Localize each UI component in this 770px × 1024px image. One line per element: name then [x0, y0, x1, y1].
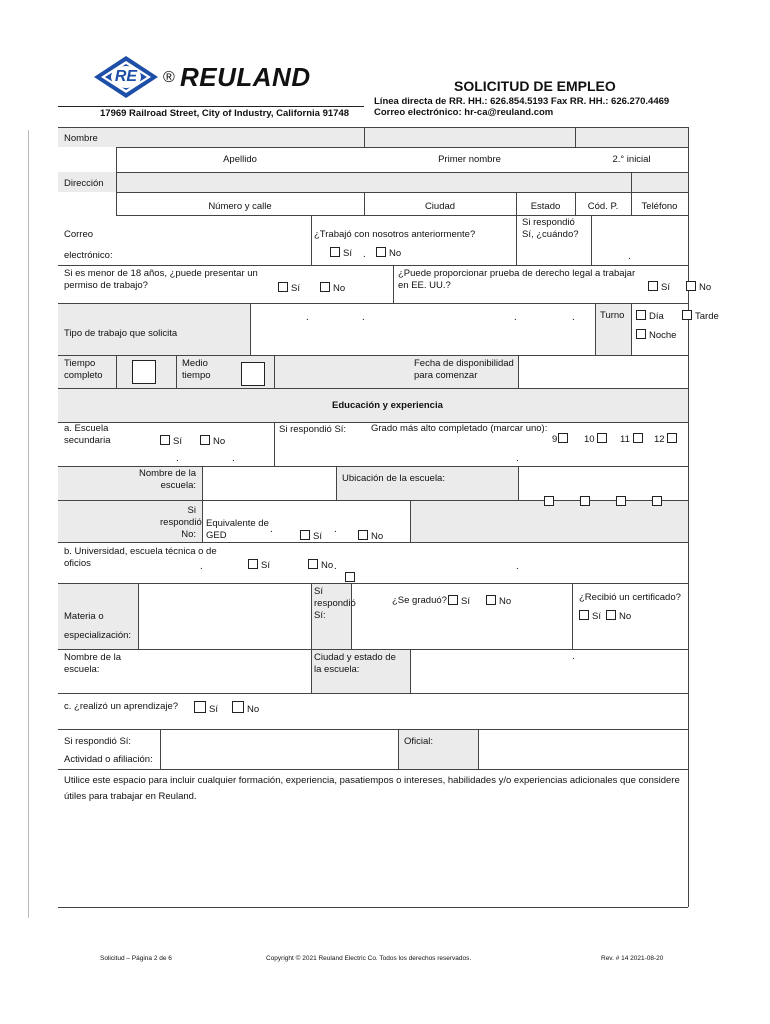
- legal-work-no[interactable]: No: [686, 281, 711, 294]
- scan-dot: .: [363, 249, 366, 260]
- footer-revision: Rev. # 14 2021-08-20: [601, 955, 664, 962]
- checkbox-icon[interactable]: [606, 610, 616, 620]
- legal-work-yes[interactable]: Sí: [648, 281, 670, 294]
- university-if-yes: Sí respondió Sí:: [314, 586, 356, 621]
- city-state-label: Ciudad y estado de la escuela:: [314, 652, 396, 675]
- checkbox-icon: [652, 496, 662, 506]
- part-time-checkbox[interactable]: [241, 362, 265, 386]
- certificate-no[interactable]: No: [606, 610, 631, 623]
- checkbox-icon[interactable]: [633, 433, 643, 443]
- university-name-label: Nombre de la escuela:: [64, 652, 122, 675]
- registered-mark: ®: [163, 69, 175, 86]
- phone-caption: Teléfono: [641, 201, 678, 212]
- street-caption: Número y calle: [208, 201, 272, 212]
- city-state-field[interactable]: [411, 650, 687, 692]
- scan-dot: .: [628, 251, 631, 262]
- scan-dot: .: [572, 651, 575, 662]
- worked-before-no[interactable]: No: [376, 247, 401, 260]
- hr-email-line: Correo electrónico: hr-ca@reuland.com: [374, 107, 554, 118]
- graduated-question: ¿Se graduó?: [392, 595, 447, 606]
- last-name-caption: Apellido: [223, 154, 257, 165]
- school-location-label: Ubicación de la escuela:: [342, 473, 445, 484]
- left-margin-line: [28, 130, 29, 918]
- school-location-field[interactable]: [519, 467, 687, 499]
- logo-letters: RE: [114, 68, 138, 85]
- address-label: Dirección: [64, 178, 104, 189]
- name-label: Nombre: [64, 133, 98, 144]
- scan-dot: .: [200, 561, 203, 572]
- trade-field[interactable]: [479, 730, 687, 768]
- grade-12[interactable]: 12: [654, 433, 680, 446]
- checkbox-icon[interactable]: [345, 572, 355, 582]
- ged-yes[interactable]: Sí: [300, 530, 322, 543]
- scan-dot: .: [516, 453, 519, 464]
- if-no-label: Si respondió No:: [160, 505, 202, 540]
- checkbox-icon[interactable]: [278, 282, 288, 292]
- apprenticeship-no[interactable]: No: [232, 701, 259, 716]
- checkbox-icon: [616, 496, 626, 506]
- company-logo: [92, 54, 160, 100]
- activity-label-1: Si respondió Sí:: [64, 736, 132, 747]
- checkbox-icon[interactable]: [358, 530, 368, 540]
- scan-dot: .: [334, 524, 337, 535]
- worked-before-yes[interactable]: Sí: [330, 247, 352, 260]
- major-label-2: especialización:: [64, 630, 132, 641]
- university-no[interactable]: No: [308, 559, 333, 572]
- grade-11[interactable]: 11: [620, 433, 646, 446]
- school-name-label: Nombre de la escuela:: [138, 468, 196, 491]
- state-caption: Estado: [530, 201, 561, 212]
- company-address: 17969 Railroad Street, City of Industry, California 91748: [100, 108, 350, 119]
- checkbox-icon[interactable]: [300, 530, 310, 540]
- street-field[interactable]: [117, 173, 630, 191]
- first-name-field[interactable]: [365, 128, 574, 146]
- checkbox-icon[interactable]: [194, 701, 206, 713]
- checkbox-icon[interactable]: [308, 559, 318, 569]
- shift-label: Turno: [600, 310, 625, 321]
- checkbox-icon[interactable]: [232, 701, 244, 713]
- activity-field[interactable]: [161, 730, 397, 768]
- grade-10[interactable]: 10: [584, 433, 610, 446]
- header-underline: [58, 106, 364, 107]
- worked-before-when-label: Si respondió Sí, ¿cuándo?: [522, 217, 579, 240]
- university-yes[interactable]: Sí: [248, 559, 270, 572]
- ged-label: Equivalente de GED: [206, 518, 269, 541]
- job-type-field[interactable]: [251, 304, 594, 354]
- scan-dot: .: [176, 453, 179, 464]
- worked-before-question: ¿Trabajó con nosotros anteriormente?: [314, 229, 476, 240]
- shift-night[interactable]: Noche: [636, 329, 676, 342]
- high-school-if-yes: Si respondió Sí:: [279, 424, 347, 435]
- checkbox-icon[interactable]: [579, 610, 589, 620]
- high-school-yes[interactable]: Sí: [160, 435, 182, 448]
- checkbox-icon[interactable]: [558, 433, 568, 443]
- availability-date-field[interactable]: [519, 356, 687, 387]
- minor-permit-no[interactable]: No: [320, 282, 345, 295]
- certificate-question: ¿Recibió un certificado?: [579, 592, 681, 603]
- scan-dot: .: [232, 453, 235, 464]
- major-label-1: Materia o: [64, 611, 104, 622]
- university-label: b. Universidad, escuela técnica o de oficios: [64, 546, 217, 569]
- zip-caption: Cód. P.: [587, 201, 619, 212]
- scan-dot: .: [514, 312, 517, 323]
- checkbox-icon[interactable]: [667, 433, 677, 443]
- first-name-caption: Primer nombre: [438, 154, 501, 165]
- scan-dot: .: [362, 312, 365, 323]
- shift-day[interactable]: Día: [636, 310, 664, 323]
- highest-grade-label: Grado más alto completado (marcar uno):: [371, 423, 548, 434]
- activity-label-2: Actividad o afiliación:: [64, 754, 153, 765]
- shift-afternoon[interactable]: Tarde: [682, 310, 719, 323]
- scan-dot: .: [516, 561, 519, 572]
- ged-no[interactable]: No: [358, 530, 383, 543]
- minor-permit-question: Si es menor de 18 años, ¿puede presentar un permiso de trabajo?: [64, 268, 258, 291]
- school-name-field[interactable]: [203, 467, 335, 499]
- checkbox-icon[interactable]: [376, 247, 386, 257]
- middle-initial-field[interactable]: [576, 128, 687, 146]
- checkbox-icon[interactable]: [200, 435, 210, 445]
- job-type-label: Tipo de trabajo que solicita: [64, 328, 178, 339]
- worked-before-when-field[interactable]: [592, 216, 687, 264]
- checkbox-icon[interactable]: [486, 595, 496, 605]
- scan-dot: .: [334, 561, 337, 572]
- full-time-label: Tiempo completo: [64, 358, 103, 381]
- graduated-yes[interactable]: Sí: [448, 595, 470, 608]
- email-field[interactable]: [117, 216, 310, 264]
- checkbox-icon: [580, 496, 590, 506]
- checkbox-icon[interactable]: [648, 281, 658, 291]
- scan-dot: .: [572, 312, 575, 323]
- full-time-checkbox[interactable]: [132, 360, 156, 384]
- apprenticeship-question: c. ¿realizó un aprendizaje?: [64, 701, 179, 712]
- hr-contact-line: Línea directa de RR. HH.: 626.854.5193 Fax RR. HH.: 626.270.4469: [374, 96, 670, 107]
- email-label-2: electrónico:: [64, 250, 113, 261]
- certificate-yes[interactable]: Sí: [579, 610, 601, 623]
- checkbox-icon[interactable]: [320, 282, 330, 292]
- scan-dot: .: [306, 312, 309, 323]
- graduated-no[interactable]: No: [486, 595, 511, 608]
- checkbox-icon[interactable]: [448, 595, 458, 605]
- minor-permit-yes[interactable]: Sí: [278, 282, 300, 295]
- checkbox-icon[interactable]: [686, 281, 696, 291]
- legal-work-question: ¿Puede proporcionar prueba de derecho legal a trabajar en EE. UU.?: [398, 268, 636, 291]
- part-time-label: Medio tiempo: [182, 358, 211, 381]
- availability-date-label: Fecha de disponibilidad para comenzar: [414, 358, 514, 381]
- grade-9[interactable]: 9: [552, 433, 571, 446]
- scan-dot: .: [270, 524, 273, 535]
- additional-info-textarea[interactable]: [60, 808, 688, 906]
- checkbox-icon[interactable]: [636, 329, 646, 339]
- apprenticeship-yes[interactable]: Sí: [194, 701, 218, 716]
- trade-label: Oficial:: [404, 736, 434, 747]
- checkbox-icon[interactable]: [682, 310, 692, 320]
- university-name-field[interactable]: [139, 650, 310, 692]
- additional-info-prompt: Utilice este espacio para incluir cualquier formación, experiencia, pasatiempos o intereses, habilidades y/o experiencias adicionales que considere útiles para trabajar en Reuland.: [64, 775, 680, 802]
- checkbox-icon[interactable]: [597, 433, 607, 443]
- high-school-label: a. Escuela secundaria: [64, 423, 111, 446]
- form-title: SOLICITUD DE EMPLEO: [454, 78, 616, 94]
- checkbox-icon[interactable]: [160, 435, 170, 445]
- brand-name: REULAND: [180, 62, 311, 92]
- major-field[interactable]: [139, 584, 310, 648]
- high-school-no[interactable]: No: [200, 435, 225, 448]
- footer-page: Solicitud – Página 2 de 6: [100, 955, 172, 962]
- education-section-title: Educación y experiencia: [332, 400, 443, 411]
- email-label-1: Correo: [64, 229, 94, 240]
- checkbox-icon[interactable]: [248, 559, 258, 569]
- footer-copyright: Copyright © 2021 Reuland Electric Co. Todos los derechos reservados.: [266, 955, 472, 962]
- checkbox-icon[interactable]: [636, 310, 646, 320]
- middle-initial-caption: 2.° inicial: [612, 154, 651, 165]
- checkbox-icon: [544, 496, 554, 506]
- city-caption: Ciudad: [424, 201, 456, 212]
- checkbox-icon[interactable]: [330, 247, 340, 257]
- last-name-field[interactable]: [117, 128, 363, 146]
